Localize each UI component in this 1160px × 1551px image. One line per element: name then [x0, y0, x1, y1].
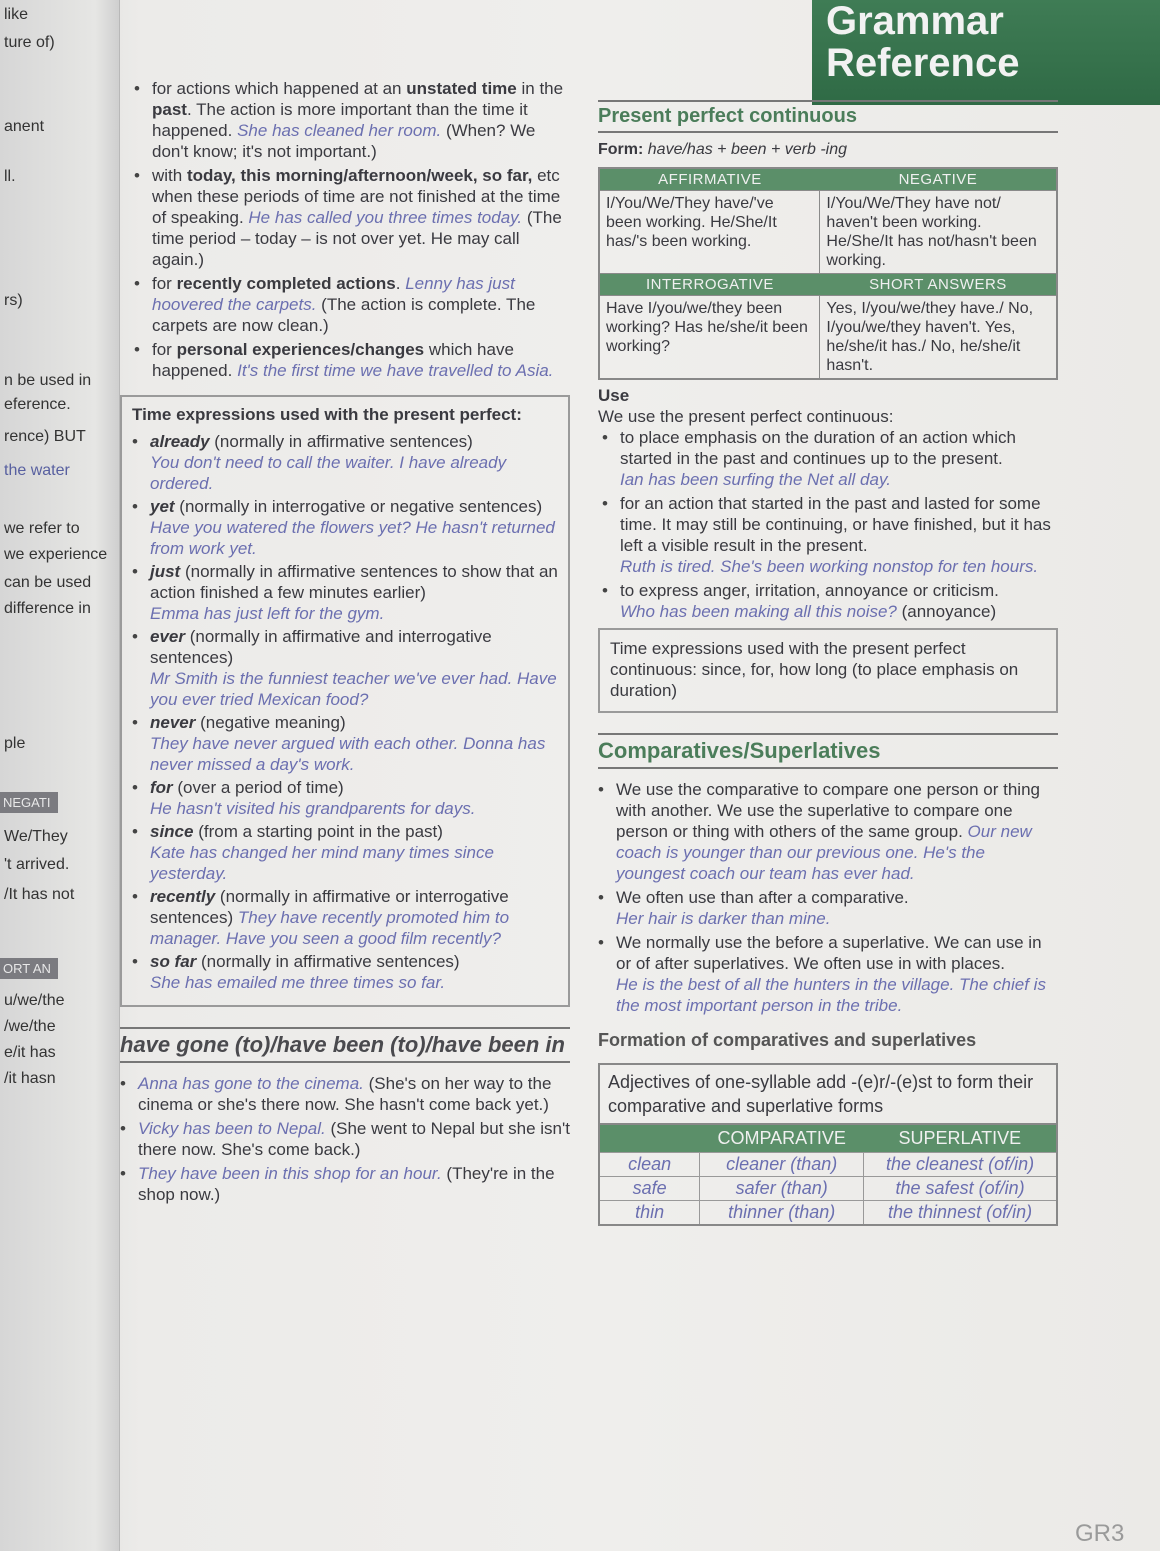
col-header-blank [599, 1125, 700, 1153]
col-header-negative: NEGATIVE [820, 168, 1057, 191]
list-item: • since (from a starting point in the past) Kate has changed her mind many times since yesterday. [132, 821, 558, 884]
left-column [120, 78, 570, 1208]
previous-page-edge [0, 0, 120, 1551]
bleed-text: ll. [4, 168, 16, 185]
bleed-text: n be used in [4, 372, 92, 389]
comparison-table [598, 1125, 1058, 1226]
col-header-affirmative: AFFIRMATIVE [599, 168, 820, 191]
cell-superlative: the safest (of/in) [864, 1177, 1057, 1201]
bleed-text: the water [4, 462, 70, 479]
list-item: • ever (normally in affirmative and interrogative sentences) Mr Smith is the funniest teacher we've ever had. Have you ever tried Mexican food? [132, 626, 558, 710]
title-line-1: Grammar [826, 0, 1004, 43]
list-item: • so far (normally in affirmative sentences) She has emailed me three times so far. [132, 951, 558, 993]
ppc-uses [602, 427, 1058, 622]
col-header-comparative: COMPARATIVE [700, 1125, 864, 1153]
list-item: • never (negative meaning) They have never argued with each other. Donna has never missed a day's work. [132, 712, 558, 775]
bleed-text: /we/the [4, 1018, 56, 1035]
list-item: • with today, this morning/afternoon/week, so far, etc when these periods of time are not finished at the time of speaking. He has called you three times today. (The time period – today – is not over yet. He may call again.) [134, 165, 570, 270]
cell-negative: I/You/We/They have not/ haven't been working. He/She/It has not/hasn't been working. [820, 191, 1057, 274]
comparatives-points [598, 779, 1058, 1016]
list-item: • for personal experiences/changes which have happened. It's the first time we have travelled to Asia. [134, 339, 570, 381]
bleed-text: we refer to [4, 520, 80, 537]
list-item: • to express anger, irritation, annoyance or criticism. Who has been making all this noise? (annoyance) [602, 580, 1058, 622]
page-title [826, 0, 1019, 84]
cell-adj: clean [599, 1153, 700, 1177]
list-item: • for actions which happened at an unstated time in the past. The action is more important than the time it happened. She has cleaned her room. (When? We don't know; it's not important.) [134, 78, 570, 162]
bleed-text: u/we/the [4, 992, 65, 1009]
list-item: • We normally use the before a superlative. We can use in or of after superlatives. We often use in with places. He is the best of all the hunters in the village. The chief is the most important person in the tribe. [598, 932, 1058, 1016]
cell-adj: thin [599, 1201, 700, 1226]
cell-interrogative: Have I/you/we/they been working? Has he/she/it been working? [599, 296, 820, 380]
title-line-2: Reference [826, 41, 1020, 85]
bleed-text: eference. [4, 396, 71, 413]
box-title: Time expressions used with the present perfect: [132, 405, 522, 424]
use-label: Use [598, 386, 630, 405]
formation-note: Adjectives of one-syllable add -(e)r/-(e)st to form their comparative and superlative forms [598, 1063, 1058, 1125]
list-item: • to place emphasis on the duration of an action which started in the past and continues up to the present. Ian has been surfing the Net all day. [602, 427, 1058, 490]
cell-comparative: cleaner (than) [700, 1153, 864, 1177]
page-number: GR3 [1075, 1520, 1125, 1547]
bleed-text: ple [4, 735, 26, 752]
bleed-text: e/it has [4, 1044, 56, 1061]
gone-been-list [120, 1073, 570, 1205]
time-expressions-box [120, 395, 570, 1007]
bleed-text: like [4, 6, 29, 23]
table-row [599, 1153, 1057, 1177]
bleed-text: ORT AN [0, 958, 58, 979]
cell-comparative: thinner (than) [700, 1201, 864, 1226]
bleed-text: /it hasn [4, 1070, 56, 1087]
col-header-superlative: SUPERLATIVE [864, 1125, 1057, 1153]
ppc-table [598, 167, 1058, 380]
cell-affirmative: I/You/We/They have/'ve been working. He/She/It has/'s been working. [599, 191, 820, 274]
ppc-time-box: Time expressions used with the present perfect continuous: since, for, how long (to place emphasis on duration) [598, 628, 1058, 713]
time-expression-list [132, 431, 558, 993]
bleed-text: We/They [4, 828, 68, 845]
list-item: • We use the comparative to compare one person or thing with another. We use the superlative to compare one person or thing with others of the same group. Our new coach is younger than our previous one. He's the youngest coach our team has ever had. [598, 779, 1058, 884]
bleed-text: ture of) [4, 34, 55, 51]
formation-title: Formation of comparatives and superlatives [598, 1030, 977, 1050]
list-item: • for an action that started in the past and lasted for some time. It may still be continuing, or have finished, but it has left a visible result in the present. Ruth is tired. She's been working nonstop for ten hours. [602, 493, 1058, 577]
table-row [599, 1201, 1057, 1226]
bleed-text: rs) [4, 292, 23, 309]
list-item: • already (normally in affirmative sentences) You don't need to call the waiter. I have already ordered. [132, 431, 558, 494]
use-intro: We use the present perfect continuous: [598, 407, 894, 426]
cell-superlative: the cleanest (of/in) [864, 1153, 1057, 1177]
list-item: • for (over a period of time) He hasn't visited his grandparents for days. [132, 777, 558, 819]
list-item: • just (normally in affirmative sentences to show that an action finished a few minutes earlier) Emma has just left for the gym. [132, 561, 558, 624]
cell-short-answers: Yes, I/you/we/they have./ No, I/you/we/they haven't. Yes, he/she/it has./ No, he/she/it hasn't. [820, 296, 1057, 380]
list-item: • We often use than after a comparative. Her hair is darker than mine. [598, 887, 1058, 929]
cell-comparative: safer (than) [700, 1177, 864, 1201]
bleed-text: anent [4, 118, 45, 135]
bleed-text: rence) BUT [4, 428, 86, 445]
bleed-text: 't arrived. [4, 856, 70, 873]
list-item: • They have been in this shop for an hour. (They're in the shop now.) [120, 1163, 570, 1205]
right-column [598, 100, 1058, 1226]
list-item: • for recently completed actions. Lenny has just hoovered the carpets. (The action is complete. The carpets are now clean.) [134, 273, 570, 336]
present-perfect-uses [120, 78, 570, 381]
list-item: • Anna has gone to the cinema. (She's on her way to the cinema or she's there now. She hasn't come back yet.) [120, 1073, 570, 1115]
comparatives-title: Comparatives/Superlatives [598, 733, 1058, 769]
bleed-text: NEGATI [0, 792, 58, 813]
col-header-interrogative: INTERROGATIVE [599, 274, 820, 296]
list-item: • yet (normally in interrogative or negative sentences) Have you watered the flowers yet? He hasn't returned from work yet. [132, 496, 558, 559]
table-row [599, 1177, 1057, 1201]
bleed-text: can be used [4, 574, 92, 591]
cell-superlative: the thinnest (of/in) [864, 1201, 1057, 1226]
gone-been-title: have gone (to)/have been (to)/have been in [120, 1027, 570, 1063]
bleed-text: /It has not [4, 886, 75, 903]
ppc-form: Form: have/has + been + verb -ing [598, 141, 848, 158]
cell-adj: safe [599, 1177, 700, 1201]
ppc-title: Present perfect continuous [598, 100, 1058, 133]
list-item: • recently (normally in affirmative or interrogative sentences) They have recently promoted him to manager. Have you seen a good film recently? [132, 886, 558, 949]
bleed-text: difference in [4, 600, 91, 617]
list-item: • Vicky has been to Nepal. (She went to Nepal but she isn't there now. She's come back.) [120, 1118, 570, 1160]
bleed-text: we experience [4, 546, 108, 563]
col-header-short-answers: SHORT ANSWERS [820, 274, 1057, 296]
